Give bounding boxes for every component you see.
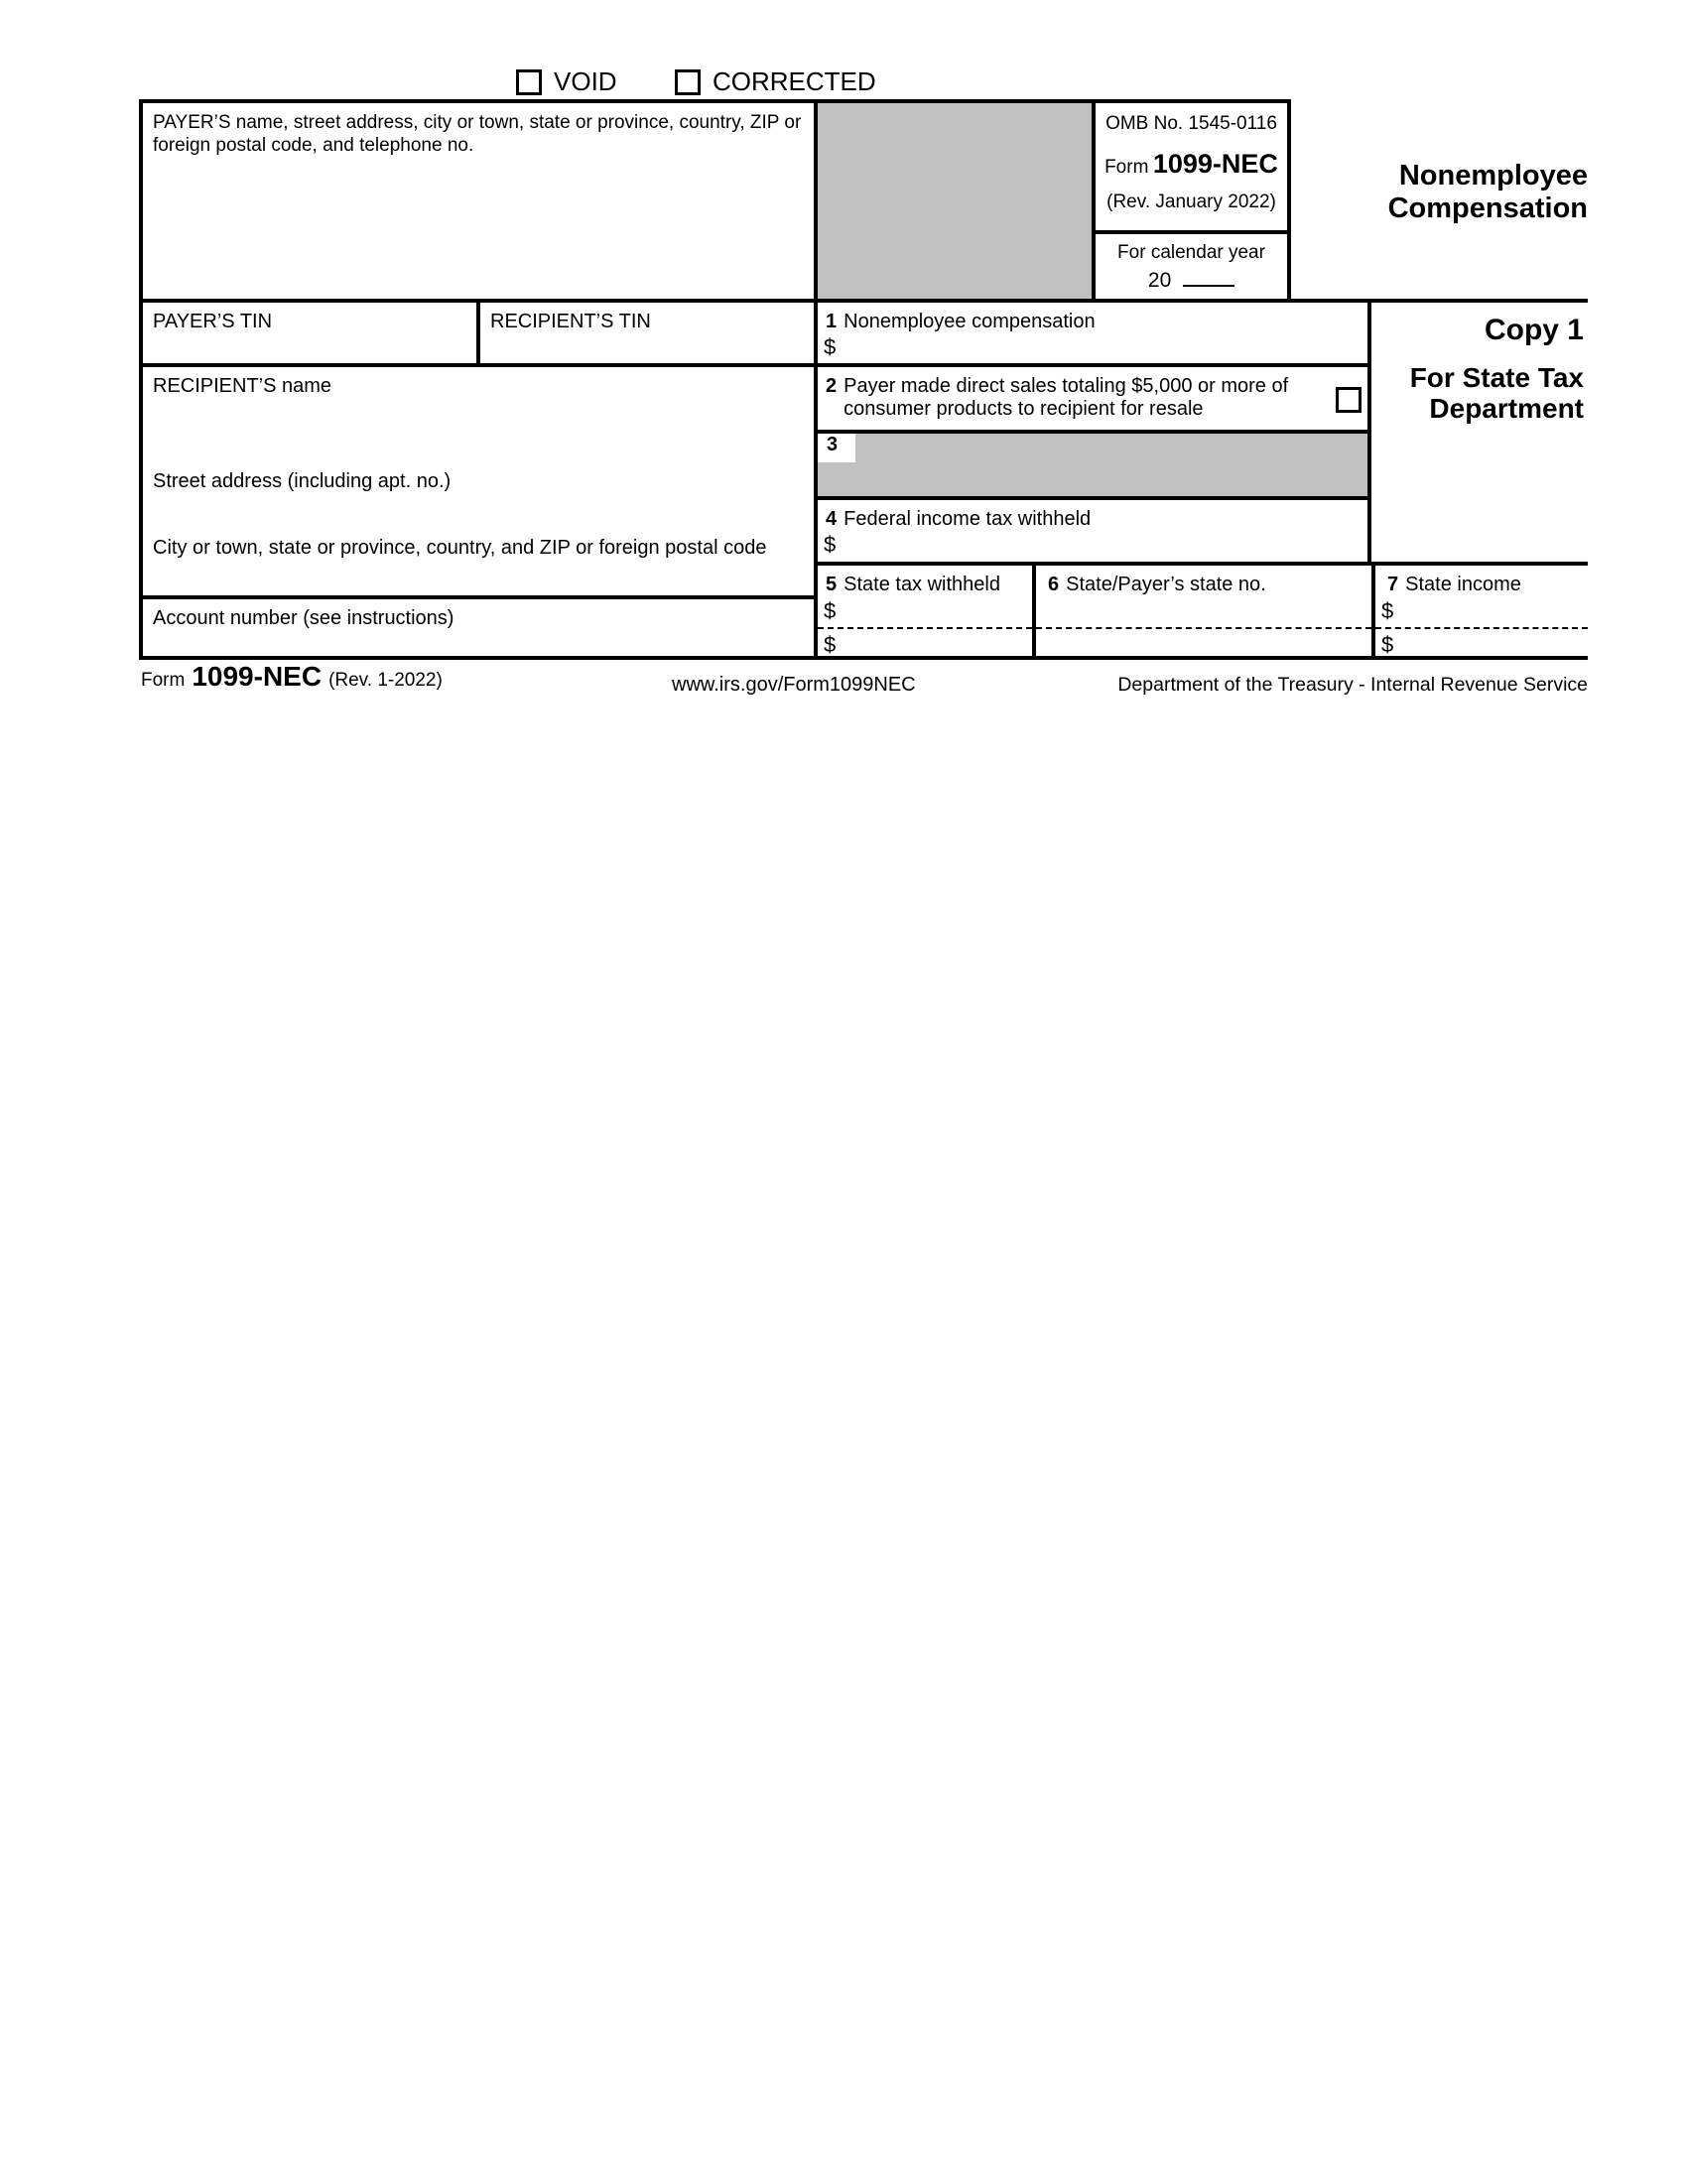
box1-label-row: [818, 303, 1367, 333]
payer-info-label: PAYER’S name, street address, city or town, state or province, country, ZIP or foreign postal code, and telephone no.: [153, 112, 802, 156]
omb-box: [1092, 99, 1291, 230]
payer-tin-label: PAYER’S TIN: [153, 311, 273, 332]
footer-agency: Department of the Treasury - Internal Revenue Service: [1117, 674, 1588, 696]
box5-currency-symbol-2: $: [824, 632, 837, 657]
box2-label-row: [818, 367, 1333, 421]
footer-form-number: 1099-NEC: [192, 661, 323, 692]
box7-currency-symbol-2: $: [1381, 632, 1394, 657]
box3-number-tab: [818, 434, 855, 462]
box2-direct-sales: [814, 363, 1371, 430]
shaded-block-top: [814, 99, 1092, 299]
box5-dashed-divider: [818, 627, 1032, 629]
box1-number: 1: [826, 311, 838, 332]
void-label: VOID: [554, 66, 617, 96]
box5-number: 5: [826, 574, 838, 595]
footer-form-word: Form: [141, 670, 186, 691]
box2-label: Payer made direct sales totaling $5,000 or more of consumer products to recipient for resale: [844, 375, 1289, 420]
calendar-year-box: [1092, 230, 1291, 299]
recipient-name-label: RECIPIENT’S name: [153, 375, 332, 397]
recipient-tin-box[interactable]: [476, 299, 814, 363]
box6-label-row: [1036, 566, 1371, 596]
box6-dashed-divider: [1036, 627, 1371, 629]
box4-currency-symbol: $: [824, 532, 837, 557]
box2-checkbox[interactable]: [1336, 387, 1362, 413]
box5-label-row: [818, 566, 1032, 596]
void-checkbox[interactable]: [516, 69, 542, 95]
copy-for-label: For State Tax Department: [1409, 362, 1584, 424]
box4-label: Federal income tax withheld: [844, 508, 1092, 530]
form-title: Nonemployee Compensation: [1387, 160, 1588, 224]
box4-federal-tax-withheld[interactable]: [814, 496, 1371, 562]
form-word-label: Form: [1104, 157, 1149, 178]
box7-label-row: [1375, 566, 1588, 596]
box7-dashed-divider: [1375, 627, 1588, 629]
box7-label: State income: [1405, 574, 1521, 595]
box6-state-payer-state-no[interactable]: [1032, 562, 1371, 660]
box5-label: State tax withheld: [844, 574, 1000, 595]
corrected-label: CORRECTED: [713, 66, 876, 96]
box6-number: 6: [1048, 574, 1060, 595]
box3-shaded: [814, 430, 1371, 496]
box4-label-row: [818, 500, 1367, 531]
omb-number-label: OMB No. 1545-0116: [1105, 113, 1277, 134]
calendar-year-label: For calendar year: [1117, 242, 1265, 263]
box1-nonemployee-compensation[interactable]: [814, 299, 1371, 363]
box7-number: 7: [1387, 574, 1399, 595]
box2-number: 2: [826, 375, 838, 397]
box4-number: 4: [826, 508, 838, 530]
account-number-box[interactable]: [139, 595, 814, 660]
box6-label: State/Payer’s state no.: [1066, 574, 1266, 595]
calendar-year-entry: [1096, 267, 1287, 293]
revision-label: (Rev. January 2022): [1106, 192, 1276, 212]
city-line-label: City or town, state or province, country, and ZIP or foreign postal code: [153, 537, 767, 559]
copy-number-label: Copy 1: [1484, 314, 1584, 346]
box7-state-income[interactable]: [1371, 562, 1588, 660]
copy-column: [1371, 299, 1588, 562]
form-number-line: [1096, 149, 1287, 180]
corrected-checkbox[interactable]: [675, 69, 701, 95]
form-number-label: 1099-NEC: [1152, 149, 1278, 179]
recipient-info-box[interactable]: [139, 363, 814, 595]
payer-tin-box[interactable]: [139, 299, 476, 363]
box7-currency-symbol-1: $: [1381, 598, 1394, 623]
year-prefix-label: 20: [1147, 269, 1172, 292]
footer-revision: (Rev. 1-2022): [328, 670, 443, 691]
payer-info-box[interactable]: [139, 99, 814, 299]
year-blank-field[interactable]: [1183, 267, 1234, 287]
street-address-label: Street address (including apt. no.): [153, 470, 452, 492]
account-number-label: Account number (see instructions): [153, 607, 454, 629]
footer-form-id: [141, 661, 443, 693]
box5-state-tax-withheld[interactable]: [814, 562, 1032, 660]
box1-currency-symbol: $: [824, 334, 837, 359]
box5-currency-symbol-1: $: [824, 598, 837, 623]
recipient-tin-label: RECIPIENT’S TIN: [490, 311, 651, 332]
footer-website: www.irs.gov/Form1099NEC: [672, 674, 916, 696]
box3-number: 3: [827, 434, 839, 455]
box1-label: Nonemployee compensation: [844, 311, 1096, 332]
